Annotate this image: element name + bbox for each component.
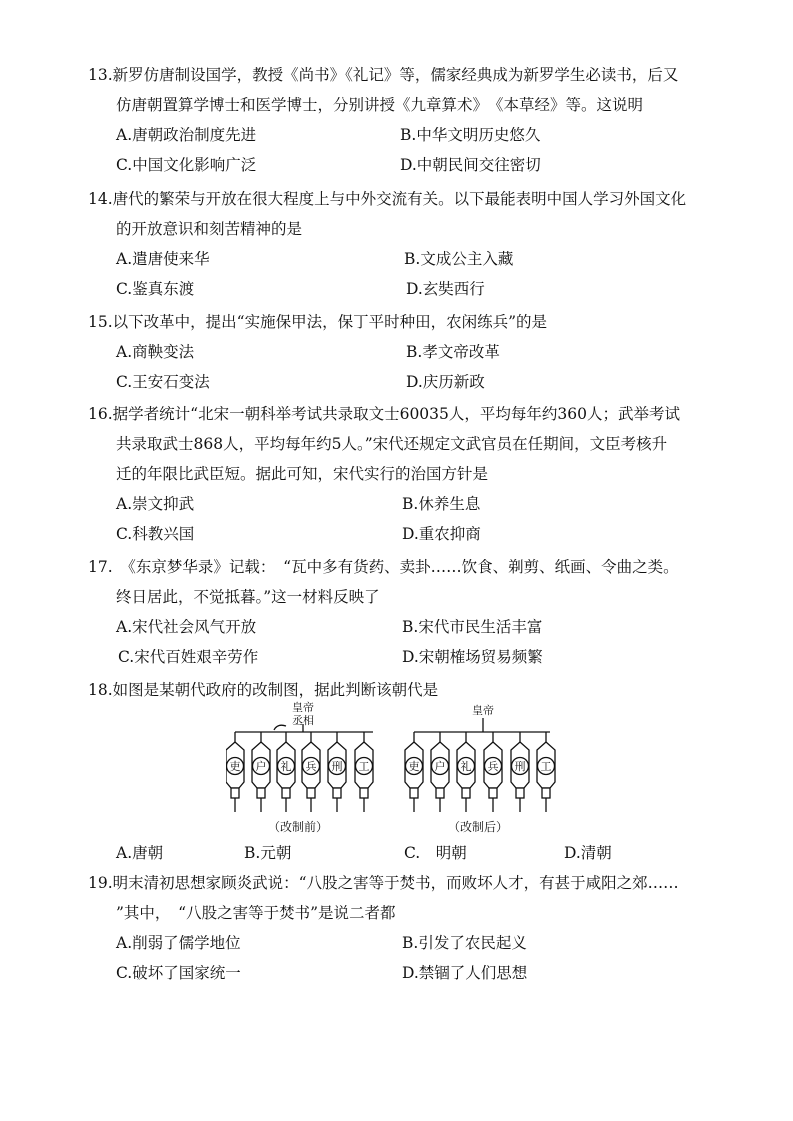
option-d[interactable]: D.中朝民间交往密切 <box>400 156 541 174</box>
question-stem-line: 的开放意识和刻苦精神的是 <box>116 220 303 238</box>
ministry-label: 礼 <box>280 760 292 773</box>
ministry-pillar <box>511 742 529 812</box>
ministry-pillar <box>226 742 244 812</box>
option-d[interactable]: D.清朝 <box>564 844 612 862</box>
option-a[interactable]: A.商鞅变法 <box>116 343 195 361</box>
question-19 <box>88 868 728 988</box>
question-stem-line: 共录取武士868人，平均每年约5人。”宋代还规定文武官员在任期间，文臣考核升 <box>116 435 668 453</box>
government-reform-diagram <box>226 700 576 840</box>
option-b[interactable]: B.孝文帝改革 <box>406 343 500 361</box>
option-a[interactable]: A.宋代社会风气开放 <box>116 618 257 636</box>
options-row <box>88 958 728 988</box>
options-row <box>88 274 728 304</box>
ministry-label: 礼 <box>460 760 472 773</box>
question-number: 18. <box>88 681 113 699</box>
before-chancellor-label: 丞相 <box>292 714 314 727</box>
options-row <box>88 367 728 397</box>
question-stem: 19.明末清初思想家顾炎武说：“八股之害等于焚书，而败坏人才，有甚于咸阳之郊…… <box>88 874 679 892</box>
ministry-label: 兵 <box>487 760 499 773</box>
question-stem-line: 迁的年限比武臣短。据此可知，宋代实行的治国方针是 <box>116 465 489 483</box>
after-caption: （改制后） <box>447 820 509 834</box>
options-row <box>88 244 728 274</box>
option-b[interactable]: B.文成公主入藏 <box>404 250 514 268</box>
ministry-pillar <box>457 742 475 812</box>
question-stem: 13.新罗仿唐制设国学，教授《尚书》《礼记》等，儒家经典成为新罗学生必读书，后又 <box>88 66 679 84</box>
question-number: 16. <box>88 405 113 423</box>
options-row <box>88 642 728 672</box>
ministry-pillar <box>328 742 346 812</box>
ministry-label: 刑 <box>514 760 526 773</box>
options-row <box>88 519 728 549</box>
option-d[interactable]: D.玄奘西行 <box>406 280 485 298</box>
question-15 <box>88 307 728 397</box>
ministry-pillar <box>484 742 502 812</box>
question-18-options <box>88 838 728 868</box>
options-row <box>88 120 728 150</box>
question-13 <box>88 60 728 180</box>
option-c[interactable]: C. 明朝 <box>404 844 467 862</box>
option-b[interactable]: B.中华文明历史悠久 <box>400 126 541 144</box>
ministry-pillar <box>252 742 270 812</box>
ministry-pillar <box>405 742 423 812</box>
question-14 <box>88 184 728 304</box>
question-stem: 15.以下改革中，提出“实施保甲法，保丁平时种田，农闲练兵”的是 <box>88 313 548 331</box>
question-stem-line: ”其中， “八股之害等于焚书”是说二者都 <box>116 904 396 922</box>
option-a[interactable]: A.崇文抑武 <box>116 495 195 513</box>
question-17 <box>88 552 728 672</box>
option-c[interactable]: C.科教兴国 <box>116 525 195 543</box>
option-b[interactable]: B.宋代市民生活丰富 <box>402 618 543 636</box>
option-d[interactable]: D.庆历新政 <box>406 373 485 391</box>
question-stem: 17. 《东京梦华录》记载： “瓦中多有货药、卖卦……饮食、剃剪、纸画、令曲之类。 <box>88 558 679 576</box>
options-row <box>88 612 728 642</box>
options-row <box>88 337 728 367</box>
option-a[interactable]: A.遣唐使来华 <box>116 250 210 268</box>
option-a[interactable]: A.削弱了儒学地位 <box>116 934 241 952</box>
question-stem-line: 仿唐朝置算学博士和医学博士，分别讲授《九章算术》 《本草经》等。这说明 <box>116 96 644 114</box>
ministry-pillar <box>277 742 295 812</box>
option-a[interactable]: A.唐朝政治制度先进 <box>116 126 257 144</box>
options-row <box>88 928 728 958</box>
question-stem: 18.如图是某朝代政府的改制图，据此判断该朝代是 <box>88 681 439 699</box>
option-b[interactable]: B.元朝 <box>244 844 292 862</box>
option-a[interactable]: A.唐朝 <box>116 844 164 862</box>
ministry-label: 吏 <box>229 760 241 773</box>
ministry-label: 工 <box>358 760 370 773</box>
option-c[interactable]: C.中国文化影响广泛 <box>116 156 257 174</box>
question-number: 17. <box>88 558 113 576</box>
before-emperor-label: 皇帝 <box>292 701 314 714</box>
option-d[interactable]: D.禁锢了人们思想 <box>402 964 528 982</box>
option-c[interactable]: C.宋代百姓艰辛劳作 <box>118 648 259 666</box>
option-b[interactable]: B.引发了农民起义 <box>402 934 527 952</box>
before-caption: （改制前） <box>267 820 329 834</box>
ministry-label: 兵 <box>305 760 317 773</box>
question-stem-line: 终日居此，不觉抵暮。”这一材料反映了 <box>116 588 380 606</box>
ministry-pillar <box>302 742 320 812</box>
question-number: 13. <box>88 66 113 84</box>
options-row <box>88 838 728 868</box>
question-number: 15. <box>88 313 113 331</box>
option-c[interactable]: C.破坏了国家统一 <box>116 964 241 982</box>
question-number: 19. <box>88 874 113 892</box>
ministry-label: 工 <box>540 760 552 773</box>
options-row <box>88 489 728 519</box>
ministry-pillar <box>431 742 449 812</box>
question-number: 14. <box>88 190 113 208</box>
ministry-label: 吏 <box>408 760 420 773</box>
ministry-label: 户 <box>434 760 446 773</box>
option-c[interactable]: C.鉴真东渡 <box>116 280 195 298</box>
question-stem: 16.据学者统计“北宋一朝科举考试共录取文士60035人，平均每年约360人；武举考试 <box>88 405 680 423</box>
option-c[interactable]: C.王安石变法 <box>116 373 210 391</box>
option-b[interactable]: B.休养生息 <box>402 495 481 513</box>
question-16 <box>88 399 728 549</box>
ministry-pillar <box>355 742 373 812</box>
question-stem: 14.唐代的繁荣与开放在很大程度上与中外交流有关。以下最能表明中国人学习外国文化 <box>88 190 687 208</box>
option-d[interactable]: D.重农抑商 <box>402 525 481 543</box>
after-emperor-label: 皇帝 <box>472 704 494 717</box>
ministry-pillar <box>537 742 555 812</box>
option-d[interactable]: D.宋朝榷场贸易频繁 <box>402 648 543 666</box>
options-row <box>88 150 728 180</box>
ministry-label: 刑 <box>331 760 343 773</box>
ministry-label: 户 <box>255 760 267 773</box>
